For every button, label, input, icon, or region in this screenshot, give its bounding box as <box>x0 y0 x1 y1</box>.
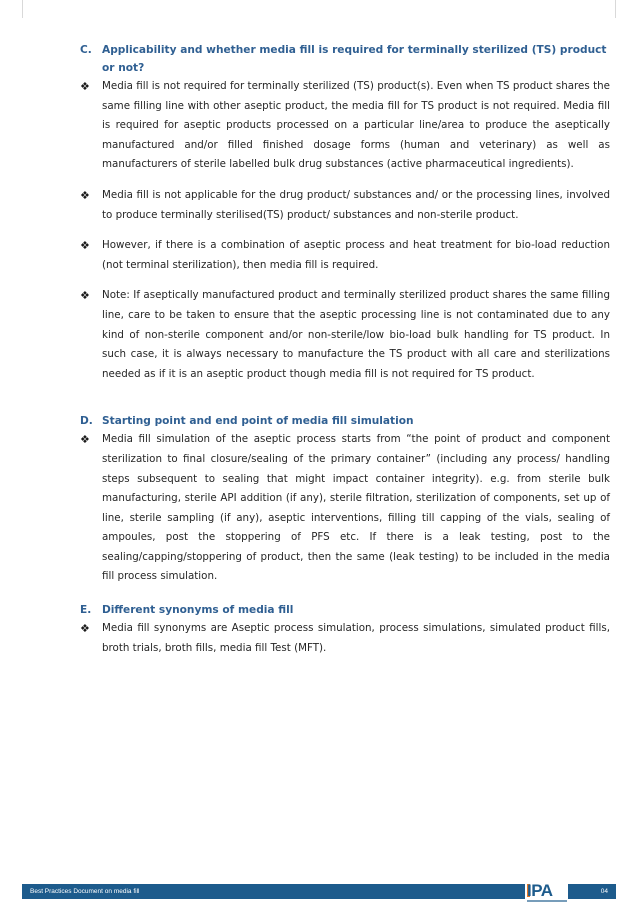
section-c-bullet-4 <box>80 286 610 384</box>
section-e-title: Different synonyms of media fill <box>102 604 294 617</box>
diamond-bullet-icon: ❖ <box>80 433 90 447</box>
bullet-text: Media fill simulation of the aseptic process starts from “the point of product and component sterilization to final closure/sealing of the primary container” (including any process/ handling steps subsequent to sealing that might impact container integrity). e.g. from sterile bulk manufacturing, sterile API addition (if any), sterile filtration, sterilization of components, set up of line, sterile sampling (if any), aseptic interventions, filling till capping of the vials, sealing of ampoules, post the stoppering of PFS etc. If there is a leak testing, post to the sealing/capping/stoppering of product, then the same (leak testing) to be included in the media fill process simulation. <box>102 433 610 583</box>
crop-mark-left <box>22 0 23 18</box>
section-c-bullet-3 <box>80 236 610 275</box>
section-e-heading <box>80 601 610 619</box>
section-d-title: Starting point and end point of media fill simulation <box>102 415 414 428</box>
bullet-text: Media fill is not required for terminally sterilized (TS) product(s). Even when TS product shares the same filling line with other aseptic product, the media fill for TS product is not required. Media fill is required for aseptic products processed on a particular line/area to produce the aseptically manufactured and/or filled finished dosage forms (human and veterinary) as well as manufacturers of sterile labelled bulk drug substances (active pharmaceutical ingredients). <box>102 80 610 171</box>
section-c-heading <box>80 41 610 77</box>
ipa-logo <box>525 880 568 906</box>
section-d-bullet-1 <box>80 430 610 587</box>
page-number: 04 <box>600 888 608 895</box>
logo-underline <box>527 900 567 902</box>
section-c-bullet-2 <box>80 186 610 225</box>
crop-mark-right <box>615 0 616 18</box>
diamond-bullet-icon: ❖ <box>80 80 90 93</box>
bullet-text: Media fill synonyms are Aseptic process simulation, process simulations, simulated product fills, broth trials, broth fills, media fill Test (MFT). <box>102 622 610 654</box>
section-d-heading <box>80 412 610 430</box>
section-e-letter: E. <box>80 604 92 617</box>
footer-document-title: Best Practices Document on media fill <box>30 888 140 895</box>
bullet-text: However, if there is a combination of aseptic process and heat treatment for bio-load reduction (not terminal sterilization), then media fill is required. <box>102 239 610 271</box>
section-e-bullet-1 <box>80 619 610 658</box>
section-d-letter: D. <box>80 415 93 428</box>
logo-text: IPA <box>527 881 553 900</box>
diamond-bullet-icon: ❖ <box>80 289 90 303</box>
bullet-text: Media fill is not applicable for the drug product/ substances and/ or the processing lines, involved to produce terminally sterilised(TS) product/ substances and non-sterile product. <box>102 188 610 221</box>
diamond-bullet-icon: ❖ <box>80 188 90 202</box>
section-c-letter: C. <box>80 44 92 56</box>
section-c-title: Applicability and whether media fill is required for terminally sterilized (TS) product or not? <box>102 44 607 74</box>
diamond-bullet-icon: ❖ <box>80 239 90 253</box>
section-c-bullet-1 <box>80 77 610 175</box>
page-content <box>80 41 610 658</box>
bullet-text: Note: If aseptically manufactured product and terminally sterilized product shares the same filling line, care to be taken to ensure that the aseptic processing line is not contaminated due to any kind of non-sterile component and/or non-sterile/low bio-load bulk handling for TS product. In such case, it is always necessary to manufacture the TS product with all care and sterilizations needed as if it is an aseptic product though media fill is not required for TS product. <box>102 289 610 380</box>
diamond-bullet-icon: ❖ <box>80 622 90 636</box>
